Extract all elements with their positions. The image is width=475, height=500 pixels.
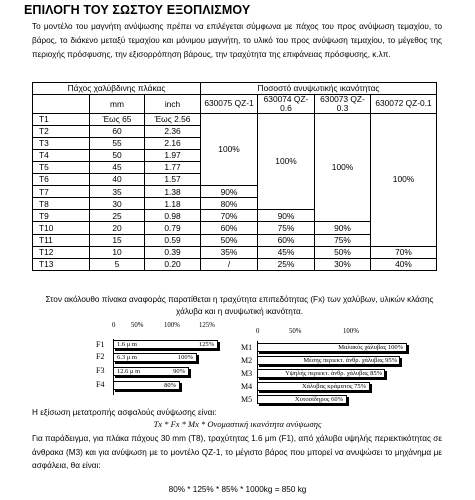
capacity-table	[32, 82, 437, 271]
m-bar-text: Μέσης περιεκτ. άνθρ. χάλυβας 95%	[303, 357, 397, 364]
m-row-label: M5	[241, 395, 253, 404]
table-row	[33, 113, 437, 125]
row-label: T9	[33, 210, 90, 222]
mm-cell: 40	[90, 174, 145, 186]
m-scale-tick: 50%	[289, 328, 302, 335]
inch-cell: 1.38	[145, 186, 201, 198]
intro-paragraph: Το μοντέλο του μαγνήτη ανύψωσης πρέπει να επιλέγεται σύμφωνα με πάχος του προς ανύψωση τεμαχίου, το βάρος, το διάκενο μεταξύ τεμαχίου και μόνιμου μαγνήτη, το υλικό του προς ανύψωση τεμαχίου, το μέγεθος της περιοχής πρόσφυσης, την εξισορρόπηση βάρους, την τραχύτητα της επιφάνειας πρόσφυσης, κ.λπ.	[32, 22, 442, 59]
m-bar	[257, 369, 385, 378]
mm-header: mm	[90, 95, 145, 114]
m-bar-text: Υψηλής περιεκτ. άνθρ. χάλυβας 85%	[285, 370, 382, 377]
inch-cell: 1.77	[145, 162, 201, 174]
qz06-cell: 90%	[258, 210, 315, 222]
mm-cell: Έως 65	[90, 113, 145, 125]
capacity-header: Ποσοστό ανυψωτικής ικανότητας	[201, 83, 437, 95]
row-label: T13	[33, 258, 90, 270]
mm-cell: 15	[90, 234, 145, 246]
row-label: T5	[33, 162, 90, 174]
row-label: T4	[33, 149, 90, 161]
inch-cell: 2.16	[145, 137, 201, 149]
row-label: T1	[33, 113, 90, 125]
qz1-cell: 60%	[201, 222, 258, 234]
qz1-cell: 35%	[201, 246, 258, 258]
qz1-cell: 80%	[201, 198, 258, 210]
inch-cell: 0.59	[145, 234, 201, 246]
f-scale-tick: 125%	[199, 322, 215, 329]
m-bar-text: Χυτοσίδηρος 60%	[294, 396, 343, 403]
inch-cell: Έως 2.56	[145, 113, 201, 125]
m-bar-text: Χάλυβας κράματος 75%	[301, 383, 366, 390]
inch-cell: 0.79	[145, 222, 201, 234]
inch-cell: 0.20	[145, 258, 201, 270]
row-label: T3	[33, 137, 90, 149]
qz1-cell: 50%	[201, 234, 258, 246]
f-bar-text: 1.6 μ m	[117, 341, 137, 348]
f-row-label: F4	[96, 380, 105, 389]
m-row-label: M4	[241, 382, 253, 391]
model-header-3: 630073 QZ-0.3	[315, 95, 371, 114]
f-bar	[113, 340, 218, 349]
table-row	[33, 246, 437, 258]
qz01-merged: 100%	[371, 113, 437, 246]
f-bar-text: 6.3 μ m	[117, 354, 137, 361]
m-row-label: M3	[241, 369, 253, 378]
f-scale-tick: 100%	[164, 322, 180, 329]
f-bar-text: 12.6 μ m	[117, 368, 141, 375]
f-row-label: F2	[96, 352, 105, 361]
m-row-label: M2	[241, 356, 253, 365]
model-header-1: 630075 QZ-1	[201, 95, 258, 114]
m-scale-tick: 100%	[343, 328, 359, 335]
f-scale-tick: 0	[112, 322, 116, 329]
m-bar	[257, 395, 347, 404]
f-bar-pct: 90%	[173, 368, 185, 375]
qz06-cell: 45%	[258, 246, 315, 258]
row-label: T8	[33, 198, 90, 210]
qz1-cell: 90%	[201, 186, 258, 198]
inch-cell: 0.39	[145, 246, 201, 258]
row-label: T7	[33, 186, 90, 198]
result-line: 80% * 125% * 85% * 1000kg = 850 kg	[168, 485, 307, 494]
f-bar-pct: 80%	[164, 382, 176, 389]
qz06-cell: 25%	[258, 258, 315, 270]
model-header-4: 630072 QZ-0.1	[371, 95, 437, 114]
f-bar	[113, 367, 189, 376]
qz01-cell: 40%	[371, 258, 437, 270]
qz06-merged: 100%	[258, 113, 315, 210]
inch-cell: 1.97	[145, 149, 201, 161]
row-label: T6	[33, 174, 90, 186]
mm-cell: 25	[90, 210, 145, 222]
inch-header: inch	[145, 95, 201, 114]
corner-cell	[33, 95, 90, 114]
mm-cell: 30	[90, 198, 145, 210]
qz03-cell: 30%	[315, 258, 371, 270]
qz06-cell: 60%	[258, 234, 315, 246]
mm-cell: 10	[90, 246, 145, 258]
m-bar-text: Μαλακός χάλυβας 100%	[338, 344, 403, 351]
inch-cell: 1.57	[145, 174, 201, 186]
mm-cell: 20	[90, 222, 145, 234]
qz03-merged: 100%	[315, 113, 371, 222]
inch-cell: 2.36	[145, 125, 201, 137]
f-row-label: F1	[96, 340, 105, 349]
mm-cell: 5	[90, 258, 145, 270]
mm-cell: 55	[90, 137, 145, 149]
inch-cell: 1.18	[145, 198, 201, 210]
mm-cell: 60	[90, 125, 145, 137]
m-bar	[257, 343, 407, 352]
mm-cell: 50	[90, 149, 145, 161]
mm-cell: 35	[90, 186, 145, 198]
inch-cell: 0.98	[145, 210, 201, 222]
row-label: T12	[33, 246, 90, 258]
model-header-2: 630074 QZ-0.6	[258, 95, 315, 114]
qz1-cell: /	[201, 258, 258, 270]
page-title: ΕΠΙΛΟΓΗ ΤΟΥ ΣΩΣΤΟΥ ΕΞΟΠΛΙΣΜΟΥ	[24, 3, 251, 17]
qz01-cell: 70%	[371, 246, 437, 258]
example-paragraph: Για παράδειγμα, για πλάκα πάχους 30 mm (T8), τραχύτητας 1.6 μm (F1), από χάλυβα υψηλής περιεκτικότητας σε άνθρακα (M3) και για ανύψωση με το μοντέλο QZ-1, το μέγιστο βάρος που μπορεί να ανυψώσει το μηχάνημα με ασφάλεια, θα είναι:	[32, 434, 442, 470]
m-bar	[257, 356, 400, 365]
row-label: T10	[33, 222, 90, 234]
qz03-cell: 75%	[315, 234, 371, 246]
f-scale-tick: 50%	[131, 322, 144, 329]
m-scale-tick: 0	[256, 328, 260, 335]
formula: Tx * Fx * Mx * Ονομαστική ικανότητα ανύψωσης	[153, 419, 322, 429]
equation-label: Η εξίσωση μετατροπής ασφαλούς ανύψωσης είναι:	[32, 408, 217, 417]
f-bar-pct: 100%	[177, 354, 193, 361]
m-row-label: M1	[241, 343, 253, 352]
qz03-cell: 90%	[315, 222, 371, 234]
f-bar	[113, 381, 180, 390]
thickness-header: Πάχος χαλύβδινης πλάκας	[33, 83, 201, 95]
roughness-paragraph: Στον ακόλουθο πίνακα αναφοράς παρατίθεται η τραχύτητα επιπεδότητας (Fx) των χαλύβων, υλικών κλάσης χάλυβα και η ανυψωτική ικανότητα.	[45, 295, 434, 316]
f-bar-pct: 125%	[198, 341, 214, 348]
qz1-merged: 100%	[201, 113, 258, 186]
table-row	[33, 258, 437, 270]
qz06-cell: 75%	[258, 222, 315, 234]
row-label: T11	[33, 234, 90, 246]
row-label: T2	[33, 125, 90, 137]
m-bar	[257, 382, 370, 391]
qz03-cell: 50%	[315, 246, 371, 258]
f-bar	[113, 353, 197, 362]
f-row-label: F3	[96, 366, 105, 375]
mm-cell: 45	[90, 162, 145, 174]
qz1-cell: 70%	[201, 210, 258, 222]
